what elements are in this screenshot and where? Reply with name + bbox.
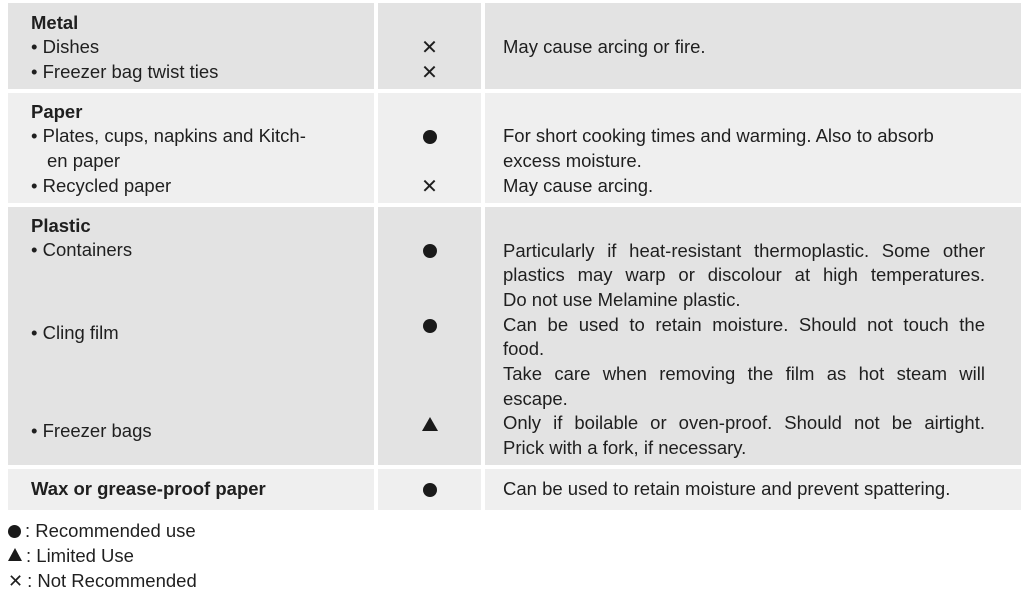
- symbol-cell: [378, 93, 481, 203]
- table-row-wax-paper: [0, 469, 1024, 510]
- recommended-icon: [423, 244, 437, 258]
- limited-use-icon: [422, 417, 438, 431]
- material-cell: [8, 3, 374, 89]
- table-row-paper: [0, 93, 1024, 203]
- description-line: Only if boilable or oven-proof. Should not be airtight.: [503, 412, 985, 433]
- table-row-metal: [0, 3, 1024, 89]
- recommended-icon: [8, 525, 21, 538]
- not-recommended-icon: ✕: [421, 62, 438, 85]
- description-line: Can be used to retain moisture. Should not touch the: [503, 314, 985, 335]
- description-line: plastics may warp or discolour at high temperatures.: [503, 264, 985, 285]
- material-item: • Plates, cups, napkins and Kitch-: [31, 125, 306, 146]
- material-cell: [8, 93, 374, 203]
- material-item: • Freezer bags: [31, 420, 152, 441]
- symbol-cell: [378, 469, 481, 510]
- description-line: Can be used to retain moisture and prevent spattering.: [503, 478, 951, 499]
- description-line: food.: [503, 338, 545, 359]
- legend-not-recommended: [8, 569, 197, 594]
- description-line: escape.: [503, 388, 568, 409]
- description-line: Prick with a fork, if necessary.: [503, 437, 747, 458]
- description-line: Particularly if heat-resistant thermoplastic. Some other: [503, 240, 985, 261]
- description-cell: [485, 3, 1021, 89]
- legend-limited: [8, 544, 134, 569]
- recommended-icon: [423, 483, 437, 497]
- not-recommended-icon: ✕: [421, 37, 438, 60]
- not-recommended-icon: ✕: [8, 571, 24, 591]
- material-item: en paper: [47, 150, 121, 171]
- description-line: Do not use Melamine plastic.: [503, 289, 741, 310]
- description-cell: [485, 207, 1021, 465]
- table-row-plastic: [0, 207, 1024, 465]
- row-heading: Paper: [31, 101, 83, 122]
- recommended-icon: [423, 130, 437, 144]
- material-item: • Containers: [31, 239, 133, 260]
- material-item: • Cling film: [31, 322, 119, 343]
- row-heading: Plastic: [31, 215, 91, 236]
- description-cell: [485, 469, 1021, 510]
- description-line: May cause arcing.: [503, 175, 654, 196]
- material-cell: [8, 469, 374, 510]
- description-cell: [485, 93, 1021, 203]
- symbol-cell: [378, 3, 481, 89]
- recommended-icon: [423, 319, 437, 333]
- legend-label: : Not Recommended: [27, 570, 197, 591]
- row-heading: Metal: [31, 12, 79, 33]
- legend-label: : Recommended use: [25, 520, 196, 541]
- material-item: • Recycled paper: [31, 175, 172, 196]
- description-line: For short cooking times and warming. Also to absorb: [503, 125, 934, 146]
- row-heading: Wax or grease-proof paper: [31, 478, 266, 499]
- material-item: • Freezer bag twist ties: [31, 61, 219, 82]
- symbol-cell: [378, 207, 481, 465]
- description-line: May cause arcing or fire.: [503, 36, 706, 57]
- material-item: • Dishes: [31, 36, 100, 57]
- description-line: excess moisture.: [503, 150, 642, 171]
- legend-recommended: [8, 519, 196, 544]
- material-cell: [8, 207, 374, 465]
- description-line: Take care when removing the film as hot steam will: [503, 363, 985, 384]
- limited-use-icon: [8, 548, 22, 561]
- legend-label: : Limited Use: [26, 545, 134, 566]
- not-recommended-icon: ✕: [421, 176, 438, 199]
